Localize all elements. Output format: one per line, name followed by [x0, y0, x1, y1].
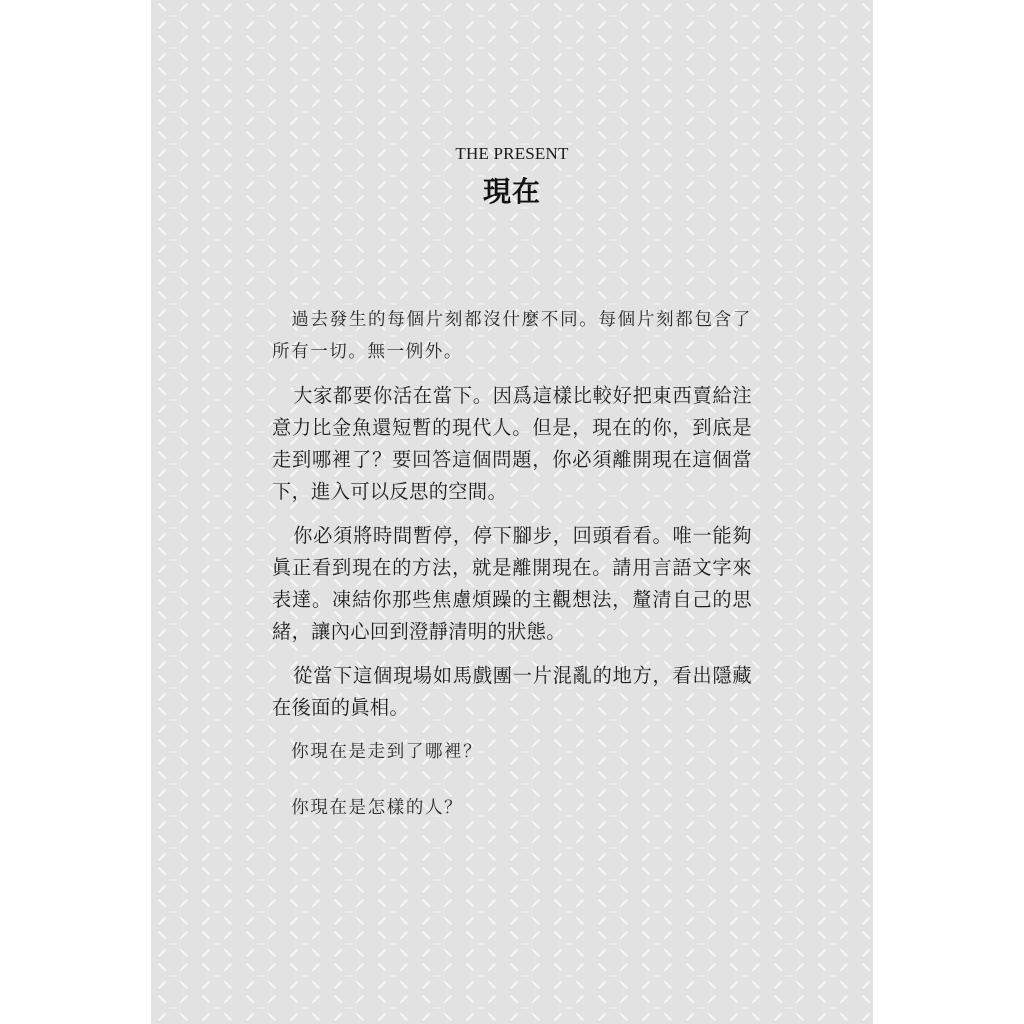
chapter-title-english: THE PRESENT — [455, 144, 569, 163]
paragraph-2: 大家都要你活在當下。因爲這樣比較好把東西賣給注意力比金魚還短暫的現代人。但是，現在的你，到底是走到哪裡了？要回答這個問題，你必須離開現在這個當下，進入可以反思的空間。 — [272, 384, 752, 503]
paragraph-1: 過去發生的每個片刻都沒什麼不同。每個片刻都包含了所有一切。無一例外。 — [272, 310, 752, 362]
question-2: 你現在是怎樣的人？ — [291, 798, 464, 818]
page-content — [151, 0, 873, 1024]
paragraph-3: 你必須將時間暫停，停下腳步，回頭看看。唯一能夠眞正看到現在的方法，就是離開現在。請用言語文字來表達。凍結你那些焦慮煩躁的主觀想法，釐清自己的思緒，讓內心回到澄靜清明的狀態。 — [272, 524, 752, 643]
body-text — [272, 304, 752, 848]
question-1: 你現在是走到了哪裡？ — [291, 742, 483, 762]
chapter-title-chinese: 現在 — [482, 175, 541, 208]
paragraph-4: 從當下這個現場如馬戲團一片混亂的地方，看出隱藏在後面的眞相。 — [272, 664, 752, 719]
book-page — [151, 0, 873, 1024]
